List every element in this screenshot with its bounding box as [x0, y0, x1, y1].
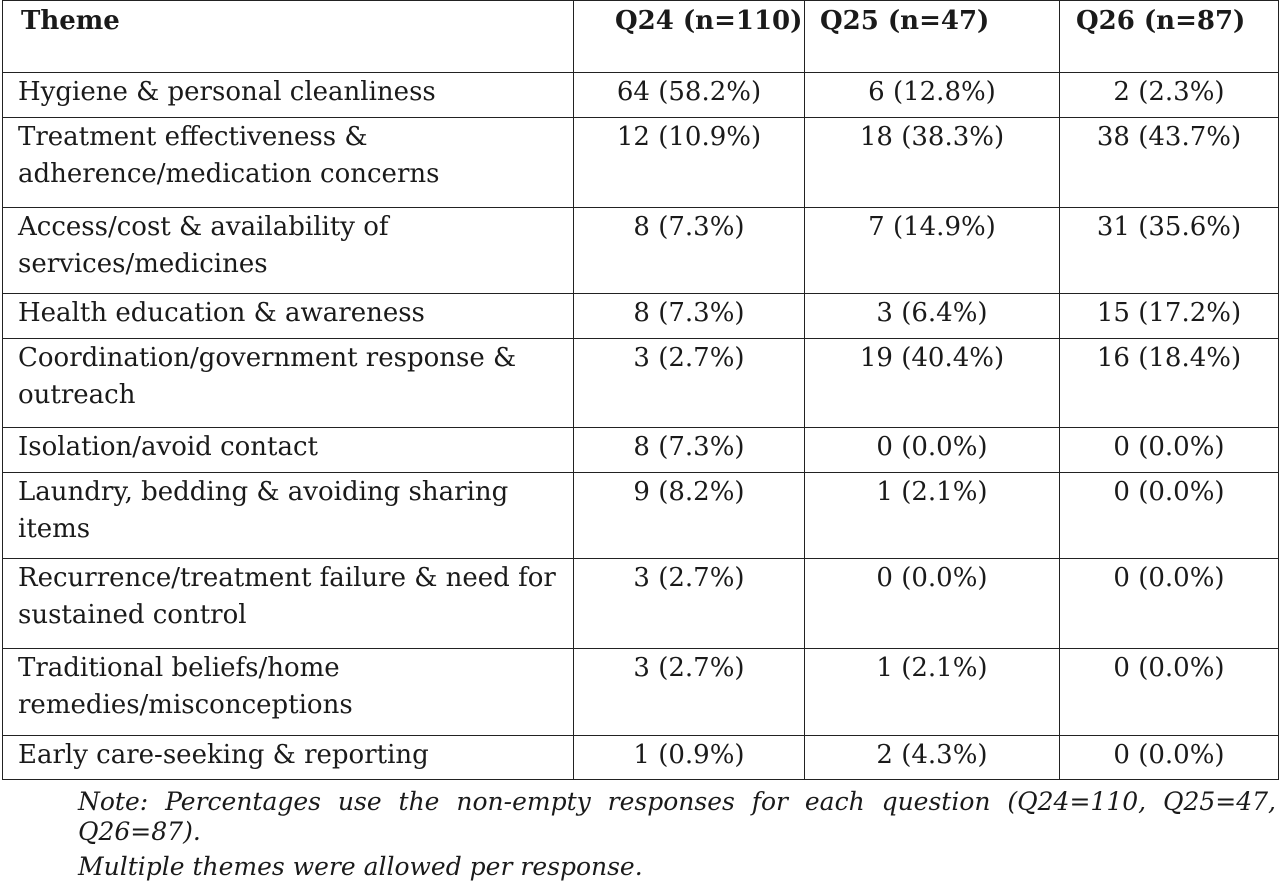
theme-cell: Early care-seeking & reporting [3, 736, 574, 780]
q25-cell: 19 (40.4%) [805, 339, 1060, 428]
header-theme: Theme [3, 1, 574, 73]
q26-cell: 31 (35.6%) [1060, 208, 1279, 294]
table-row [3, 73, 1279, 118]
q25-cell: 7 (14.9%) [805, 208, 1060, 294]
q26-cell: 0 (0.0%) [1060, 649, 1279, 736]
header-q25: Q25 (n=47) [805, 1, 1060, 73]
q25-cell: 1 (2.1%) [805, 649, 1060, 736]
q26-cell: 0 (0.0%) [1060, 473, 1279, 559]
q25-cell: 2 (4.3%) [805, 736, 1060, 780]
q26-cell: 16 (18.4%) [1060, 339, 1279, 428]
q24-cell: 9 (8.2%) [574, 473, 805, 559]
table-row [3, 559, 1279, 649]
theme-cell: Hygiene & personal cleanliness [3, 73, 574, 118]
table-row [3, 294, 1279, 339]
q26-cell: 2 (2.3%) [1060, 73, 1279, 118]
q24-cell: 3 (2.7%) [574, 649, 805, 736]
q26-cell: 0 (0.0%) [1060, 559, 1279, 649]
q24-cell: 12 (10.9%) [574, 118, 805, 208]
header-row [3, 1, 1279, 73]
theme-cell: Access/cost & availability of services/medicines [3, 208, 574, 294]
header-q24: Q24 (n=110) [574, 1, 805, 73]
q26-cell: 0 (0.0%) [1060, 428, 1279, 473]
q26-cell: 38 (43.7%) [1060, 118, 1279, 208]
table-row [3, 649, 1279, 736]
q24-cell: 8 (7.3%) [574, 294, 805, 339]
q25-cell: 0 (0.0%) [805, 559, 1060, 649]
table-note-line-2: Multiple themes were allowed per response. [78, 852, 643, 881]
q25-cell: 1 (2.1%) [805, 473, 1060, 559]
table-row [3, 339, 1279, 428]
themes-table [2, 0, 1279, 780]
theme-cell: Treatment effectiveness & adherence/medication concerns [3, 118, 574, 208]
theme-cell: Health education & awareness [3, 294, 574, 339]
q25-cell: 18 (38.3%) [805, 118, 1060, 208]
q24-cell: 3 (2.7%) [574, 559, 805, 649]
q24-cell: 3 (2.7%) [574, 339, 805, 428]
theme-cell: Isolation/avoid contact [3, 428, 574, 473]
q24-cell: 64 (58.2%) [574, 73, 805, 118]
table-row [3, 428, 1279, 473]
table-row [3, 473, 1279, 559]
table-row [3, 118, 1279, 208]
q24-cell: 8 (7.3%) [574, 428, 805, 473]
q26-cell: 15 (17.2%) [1060, 294, 1279, 339]
q25-cell: 3 (6.4%) [805, 294, 1060, 339]
theme-cell: Coordination/government response & outreach [3, 339, 574, 428]
q25-cell: 6 (12.8%) [805, 73, 1060, 118]
theme-cell: Laundry, bedding & avoiding sharing items [3, 473, 574, 559]
header-q26: Q26 (n=87) [1060, 1, 1279, 73]
q24-cell: 1 (0.9%) [574, 736, 805, 780]
theme-cell: Traditional beliefs/home remedies/misconceptions [3, 649, 574, 736]
q24-cell: 8 (7.3%) [574, 208, 805, 294]
q25-cell: 0 (0.0%) [805, 428, 1060, 473]
table-row [3, 208, 1279, 294]
q26-cell: 0 (0.0%) [1060, 736, 1279, 780]
theme-cell: Recurrence/treatment failure & need for sustained control [3, 559, 574, 649]
table-row [3, 736, 1279, 780]
table-note-line-1: Note: Percentages use the non-empty responses for each question (Q24=110, Q25=47, Q26=87). [78, 787, 1276, 846]
